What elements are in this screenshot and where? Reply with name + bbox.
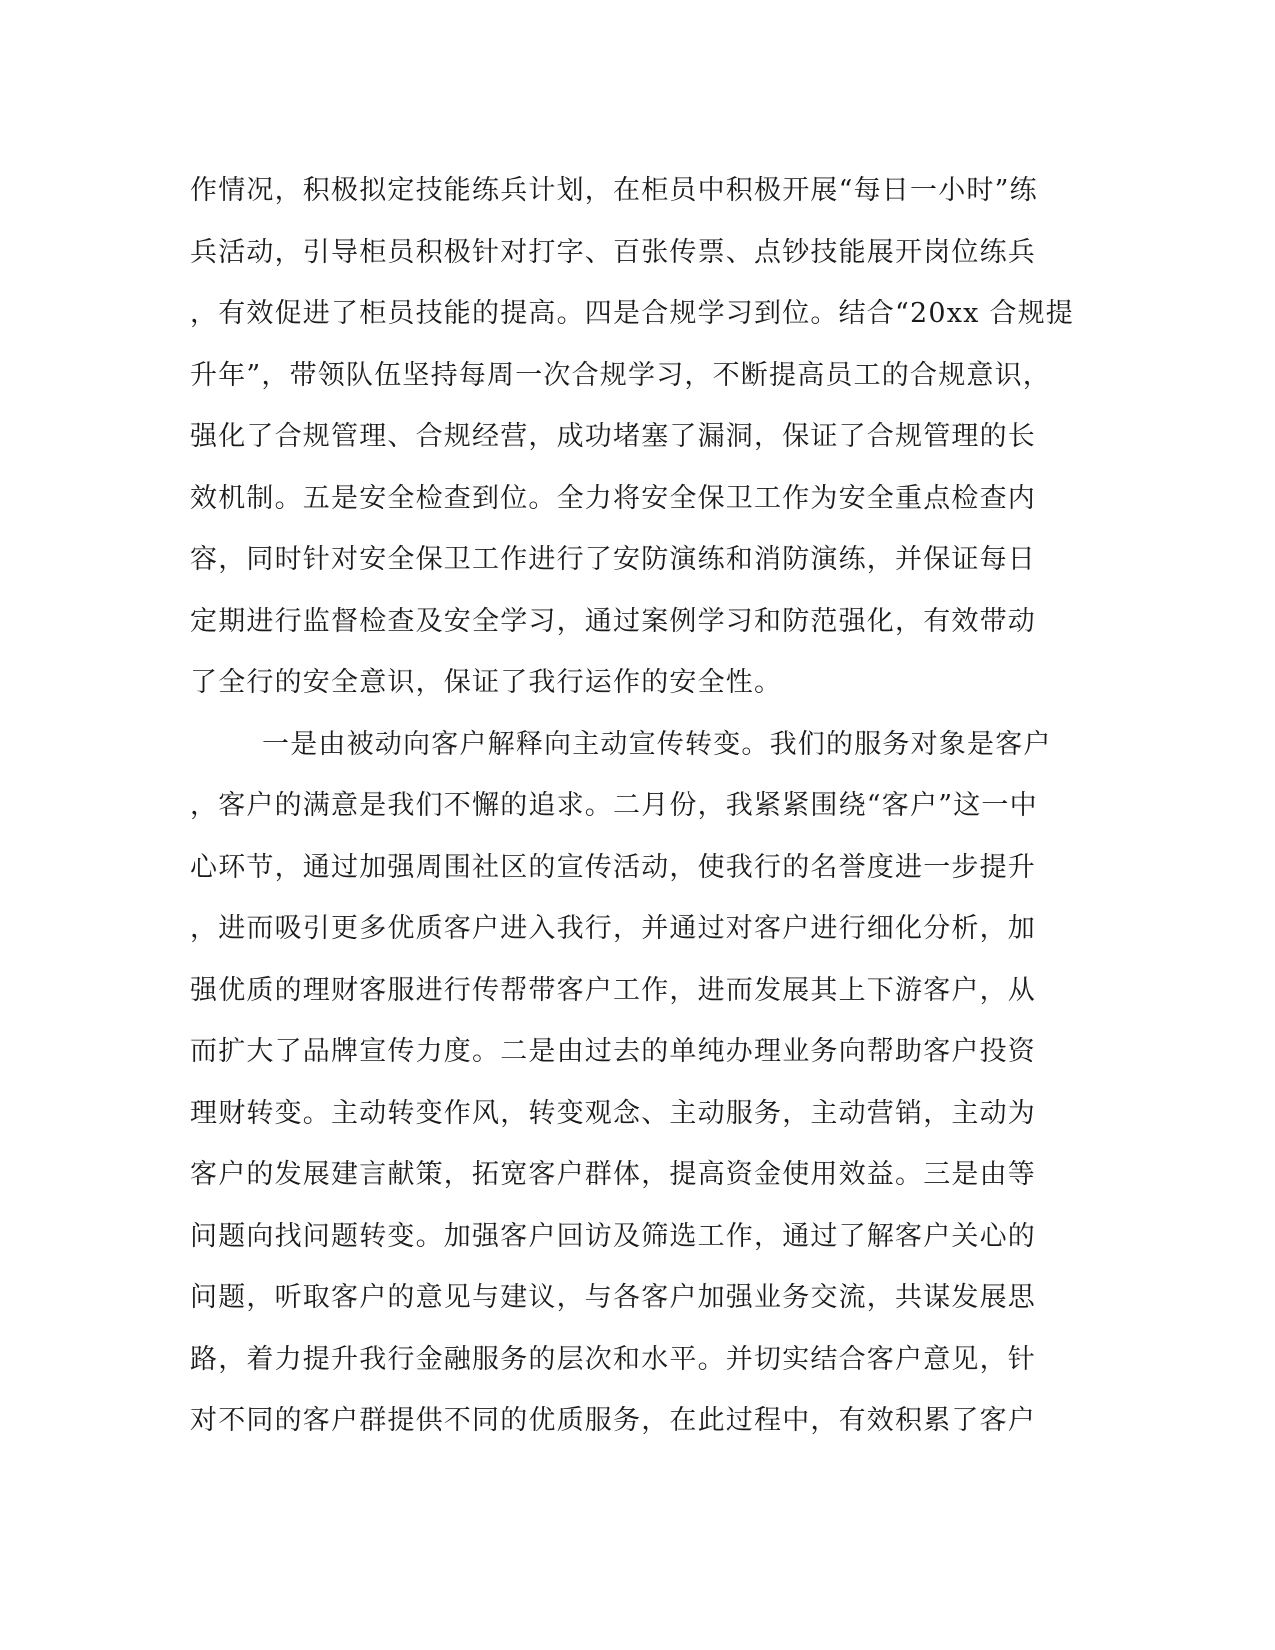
text-line: 客户的发展建言献策，拓宽客户群体，提高资金使用效益。三是由等: [190, 1159, 1036, 1190]
text-line: 升年”，带领队伍坚持每周一次合规学习，不断提高员工的合规意识，: [190, 359, 1052, 391]
text-line: ，进而吸引更多优质客户进入我行，并通过对客户进行细化分析，加: [190, 913, 1036, 944]
text-line: 而扩大了品牌宣传力度。二是由过去的单纯办理业务向帮助客户投资: [190, 1036, 1036, 1067]
text-line: 强优质的理财客服进行传帮带客户工作，进而发展其上下游客户，从: [190, 974, 1036, 1006]
text-line: 路，着力提升我行金融服务的层次和水平。并切实结合客户意见，针: [190, 1343, 1036, 1375]
text-line: ，有效促进了柜员技能的提高。四是合规学习到位。结合“20xx 合规提: [190, 298, 1074, 329]
paragraph-start-line: 一是由被动向客户解释向主动宣传转变。我们的服务对象是客户: [262, 728, 1052, 760]
text-line: 问题向找问题转变。加强客户回访及筛选工作，通过了解客户关心的: [190, 1220, 1036, 1252]
text-line: 问题，听取客户的意见与建议，与各客户加强业务交流，共谋发展思: [190, 1282, 1036, 1313]
text-line: 效机制。五是安全检查到位。全力将安全保卫工作为安全重点检查内: [190, 482, 1036, 514]
text-line: 作情况，积极拟定技能练兵计划，在柜员中积极开展“每日一小时”练: [190, 175, 1038, 206]
text-line: 心环节，通过加强周围社区的宣传活动，使我行的名誉度进一步提升: [190, 851, 1036, 883]
text-line: 了全行的安全意识，保证了我行运作的安全性。: [190, 667, 783, 698]
text-line: 容，同时针对安全保卫工作进行了安防演练和消防演练，并保证每日: [190, 544, 1036, 575]
text-line: 兵活动，引导柜员积极针对打字、百张传票、点钞技能展开岗位练兵: [190, 236, 1036, 268]
body-text: [190, 160, 1090, 1452]
text-line: ，客户的满意是我们不懈的追求。二月份，我紧紧围绕“客户”这一中: [190, 790, 1038, 821]
text-line: 理财转变。主动转变作风，转变观念、主动服务，主动营销，主动为: [190, 1097, 1036, 1129]
text-line: 对不同的客户群提供不同的优质服务，在此过程中，有效积累了客户: [190, 1405, 1036, 1436]
text-line: 强化了合规管理、合规经营，成功堵塞了漏洞，保证了合规管理的长: [190, 421, 1036, 452]
text-line: 定期进行监督检查及安全学习，通过案例学习和防范强化，有效带动: [190, 605, 1036, 637]
